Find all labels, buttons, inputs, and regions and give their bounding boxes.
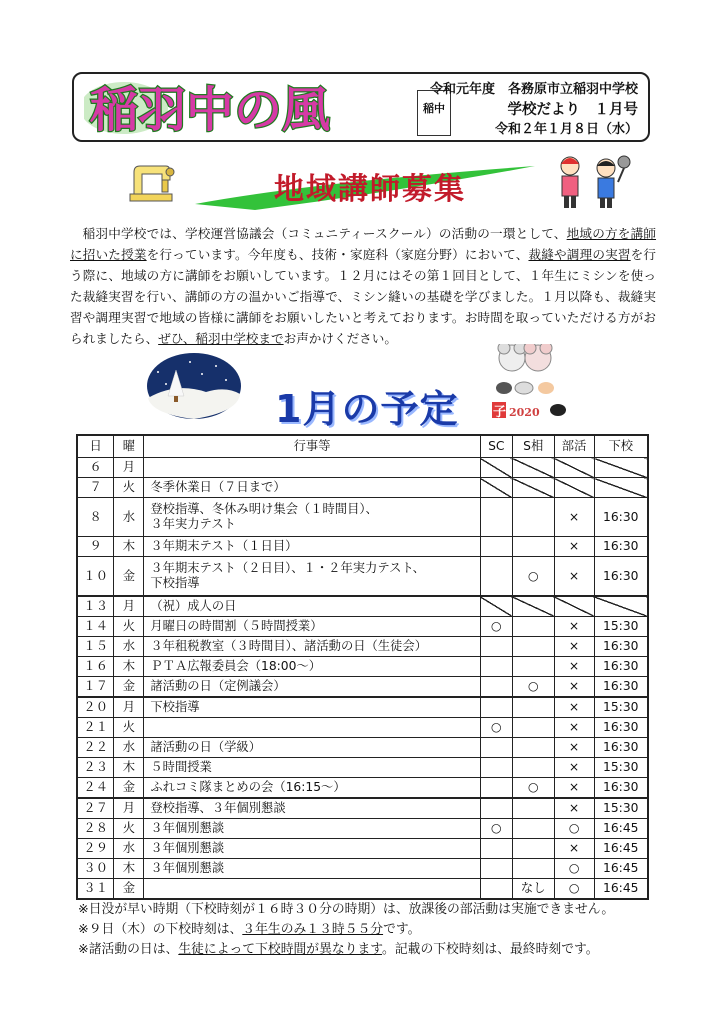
weekday-cell: 金 [114,879,144,900]
event-line: 下校指導 [150,576,200,590]
text-segment: 稲羽中学校では、学校運営協議会（コミュニティースクール）の活動の一環として、 [82,226,567,241]
dismiss-cell: 16:45 [594,859,648,879]
club-cell: ○ [554,819,594,839]
text-segment: です。 [383,922,421,937]
table-row [77,839,648,859]
dismiss-cell [594,458,648,478]
event-cell [144,498,480,537]
header-sc: SC [480,435,512,458]
ss-cell [512,537,554,557]
club-cell: × [554,839,594,859]
weekday-cell: 金 [114,557,144,597]
ss-cell [512,697,554,718]
underlined-text: 地域の方を講師に招いた授業 [70,226,657,262]
event-cell: 諸活動の日（学級） [144,738,480,758]
sc-cell [480,839,512,859]
event-cell: ３年個別懇談 [144,839,480,859]
club-cell: × [554,718,594,738]
event-cell: 登校指導、３年個別懇談 [144,798,480,819]
dismiss-cell [594,478,648,498]
dismiss-cell: 16:45 [594,819,648,839]
ss-cell [512,617,554,637]
club-cell [554,458,594,478]
club-cell: × [554,537,594,557]
ss-cell: ○ [512,557,554,597]
club-cell: × [554,498,594,537]
weekday-cell: 月 [114,458,144,478]
club-cell: × [554,738,594,758]
table-row [77,617,648,637]
weekday-cell: 水 [114,498,144,537]
ss-cell [512,498,554,537]
sc-cell [480,478,512,498]
day-cell: １７ [77,677,114,698]
day-cell: ２１ [77,718,114,738]
weekday-cell: 月 [114,798,144,819]
table-header-row [77,435,648,458]
notes [78,900,678,960]
ss-cell: ○ [512,778,554,799]
event-cell: 下校指導 [144,697,480,718]
snow-night-icon [146,352,242,420]
dismiss-cell: 16:30 [594,657,648,677]
ss-cell [512,458,554,478]
club-cell: × [554,677,594,698]
day-cell: ９ [77,537,114,557]
dismiss-cell [594,596,648,617]
sc-cell [480,859,512,879]
day-cell: ６ [77,458,114,478]
table-row [77,637,648,657]
sc-cell [480,596,512,617]
event-cell: ふれコミ隊まとめの会（16:15～） [144,778,480,799]
day-cell: ２７ [77,798,114,819]
table-row [77,657,648,677]
sc-cell [480,458,512,478]
club-cell: × [554,657,594,677]
club-cell: × [554,798,594,819]
note-line [78,900,678,920]
club-cell: × [554,758,594,778]
seal-text: 稲中 [423,102,445,115]
dismiss-cell: 15:30 [594,697,648,718]
sc-cell: ○ [480,617,512,637]
table-row [77,819,648,839]
header-event: 行事等 [144,435,480,458]
text-segment: を行う際に、地域の方に講師をお願いしています。１２月にはその第１回目として、１年生にミシンを使った裁縫実習を行い、講師の方の温かいご指導で、ミシン縫いの基礎を学びました。１月以降も、裁縫実習や調理実習で地域の皆様に講師をお願いしたいと考えております。お時間を取っていただける方がおられましたら、 [70,247,657,346]
event-cell [144,718,480,738]
ss-cell [512,657,554,677]
dismiss-cell: 16:30 [594,738,648,758]
dismiss-cell: 16:30 [594,557,648,597]
recruit-title: 地域講師募集 [274,172,466,207]
event-cell: ３年個別懇談 [144,819,480,839]
table-row [77,537,648,557]
event-line: ３年実力テスト [150,517,236,531]
weekday-cell: 水 [114,738,144,758]
sc-cell [480,697,512,718]
table-row [77,718,648,738]
dismiss-cell: 16:30 [594,677,648,698]
ss-cell [512,738,554,758]
club-cell: ○ [554,859,594,879]
ss-cell [512,798,554,819]
table-row [77,458,648,478]
note-line [78,940,678,960]
header-club: 部活 [554,435,594,458]
header-day: 日 [77,435,114,458]
ss-cell [512,478,554,498]
sc-cell [480,498,512,537]
sc-cell [480,758,512,778]
weekday-cell: 金 [114,677,144,698]
club-cell: × [554,617,594,637]
dismiss-cell: 16:30 [594,718,648,738]
event-cell: ５時間授業 [144,758,480,778]
event-cell: ３年期末テスト（１日目） [144,537,480,557]
sc-cell [480,778,512,799]
dismiss-cell: 16:30 [594,637,648,657]
masthead-text: 稲羽中の風 [90,82,331,136]
dismiss-cell: 15:30 [594,798,648,819]
header-weekday: 曜 [114,435,144,458]
weekday-cell: 木 [114,657,144,677]
event-cell: 諸活動の日（定例議会） [144,677,480,698]
day-cell: ３１ [77,879,114,900]
masthead-logo [84,78,384,136]
event-cell: ３年租税教室（３時間目）、諸活動の日（生徒会） [144,637,480,657]
day-cell: １６ [77,657,114,677]
club-cell: ○ [554,879,594,900]
day-cell: ７ [77,478,114,498]
club-cell: × [554,697,594,718]
text-segment: ※諸活動の日は、 [78,942,179,957]
event-cell: （祝）成人の日 [144,596,480,617]
header-ss: S相 [512,435,554,458]
day-cell: １４ [77,617,114,637]
ss-cell [512,859,554,879]
event-cell [144,879,480,900]
schedule-table [76,434,649,900]
weekday-cell: 木 [114,758,144,778]
newsletter-issue: 学校だより １月号 [507,102,638,118]
text-segment: を行っています。今年度も、技術・家庭科（家庭分野）において、 [146,247,529,262]
dismiss-cell: 16:45 [594,879,648,900]
day-cell: ２８ [77,819,114,839]
sc-cell [480,537,512,557]
sc-cell [480,798,512,819]
weekday-cell: 月 [114,596,144,617]
day-cell: ８ [77,498,114,537]
day-cell: ２０ [77,697,114,718]
issue-date: 令和２年１月８日（水） [494,122,638,137]
weekday-cell: 金 [114,778,144,799]
dismiss-cell: 16:30 [594,537,648,557]
weekday-cell: 月 [114,697,144,718]
dismiss-cell: 15:30 [594,758,648,778]
table-row [77,758,648,778]
underlined-text: ３年生のみ１３時５５分 [242,922,384,937]
day-cell: １５ [77,637,114,657]
weekday-cell: 水 [114,637,144,657]
text-segment: 。記載の下校時刻は、最終時刻です。 [382,942,599,957]
event-cell: 冬季休業日（７日まで） [144,478,480,498]
sc-cell [480,738,512,758]
school-name: 令和元年度 各務原市立稲羽中学校 [429,82,638,97]
table-row [77,557,648,597]
ss-cell: ○ [512,677,554,698]
day-cell: ２３ [77,758,114,778]
sc-cell [480,677,512,698]
text-segment: お声かけください。 [283,331,397,346]
day-cell: １３ [77,596,114,617]
table-row [77,498,648,537]
text-segment: ※９日（木）の下校時刻は、 [78,922,243,937]
club-cell: × [554,637,594,657]
schedule-title: 1月の予定 [275,387,459,431]
mice-label-year: 2020 [509,406,540,419]
dismiss-cell: 15:30 [594,617,648,637]
weekday-cell: 火 [114,478,144,498]
event-cell: ３年個別懇談 [144,859,480,879]
dismiss-cell: 16:30 [594,778,648,799]
ss-cell [512,637,554,657]
sc-cell [480,637,512,657]
event-line: ３年期末テスト（２日目）、１・２年実力テスト、 [150,561,425,575]
event-cell: 月曜日の時間割（５時間授業） [144,617,480,637]
weekday-cell: 火 [114,617,144,637]
table-row [77,677,648,698]
day-cell: ２９ [77,839,114,859]
sewing-machine-icon [126,160,176,204]
text-segment: ※日没が早い時期（下校時刻が１６時３０分の時期）は、放課後の部活動は実施できません。 [78,902,615,917]
club-cell: × [554,557,594,597]
mice-new-year-icon [492,344,572,424]
recruit-paragraph [70,223,656,349]
underlined-text: 生徒によって下校時間が異なります [178,942,383,957]
day-cell: １０ [77,557,114,597]
sc-cell [480,879,512,900]
event-cell: ＰＴＡ広報委員会（18:00～） [144,657,480,677]
table-row [77,738,648,758]
weekday-cell: 火 [114,819,144,839]
day-cell: ２２ [77,738,114,758]
club-cell [554,478,594,498]
underlined-text: 裁縫や調理の実習 [528,247,631,262]
table-row [77,596,648,617]
table-row [77,778,648,799]
sc-cell [480,657,512,677]
weekday-cell: 木 [114,859,144,879]
sc-cell: ○ [480,819,512,839]
ss-cell [512,819,554,839]
event-line: 登校指導、冬休み明け集会（１時間目）、 [150,502,378,516]
ss-cell [512,718,554,738]
day-cell: ３０ [77,859,114,879]
ss-cell: なし [512,879,554,900]
note-line [78,920,678,940]
mice-label-kanji: 子 [493,405,507,420]
underlined-text: ぜひ、稲羽中学校まで [158,331,284,346]
table-row [77,697,648,718]
sc-cell: ○ [480,718,512,738]
kids-cooking-icon [552,152,632,212]
table-row [77,879,648,900]
dismiss-cell: 16:30 [594,498,648,537]
weekday-cell: 水 [114,839,144,859]
table-row [77,798,648,819]
sc-cell [480,557,512,597]
header-dismiss: 下校 [594,435,648,458]
event-cell [144,557,480,597]
weekday-cell: 火 [114,718,144,738]
recruit-paragraph-text [70,223,656,349]
dismiss-cell: 16:45 [594,839,648,859]
club-cell: × [554,778,594,799]
ss-cell [512,758,554,778]
day-cell: ２４ [77,778,114,799]
club-cell [554,596,594,617]
weekday-cell: 木 [114,537,144,557]
event-cell [144,458,480,478]
ss-cell [512,839,554,859]
ss-cell [512,596,554,617]
table-row [77,478,648,498]
table-row [77,859,648,879]
